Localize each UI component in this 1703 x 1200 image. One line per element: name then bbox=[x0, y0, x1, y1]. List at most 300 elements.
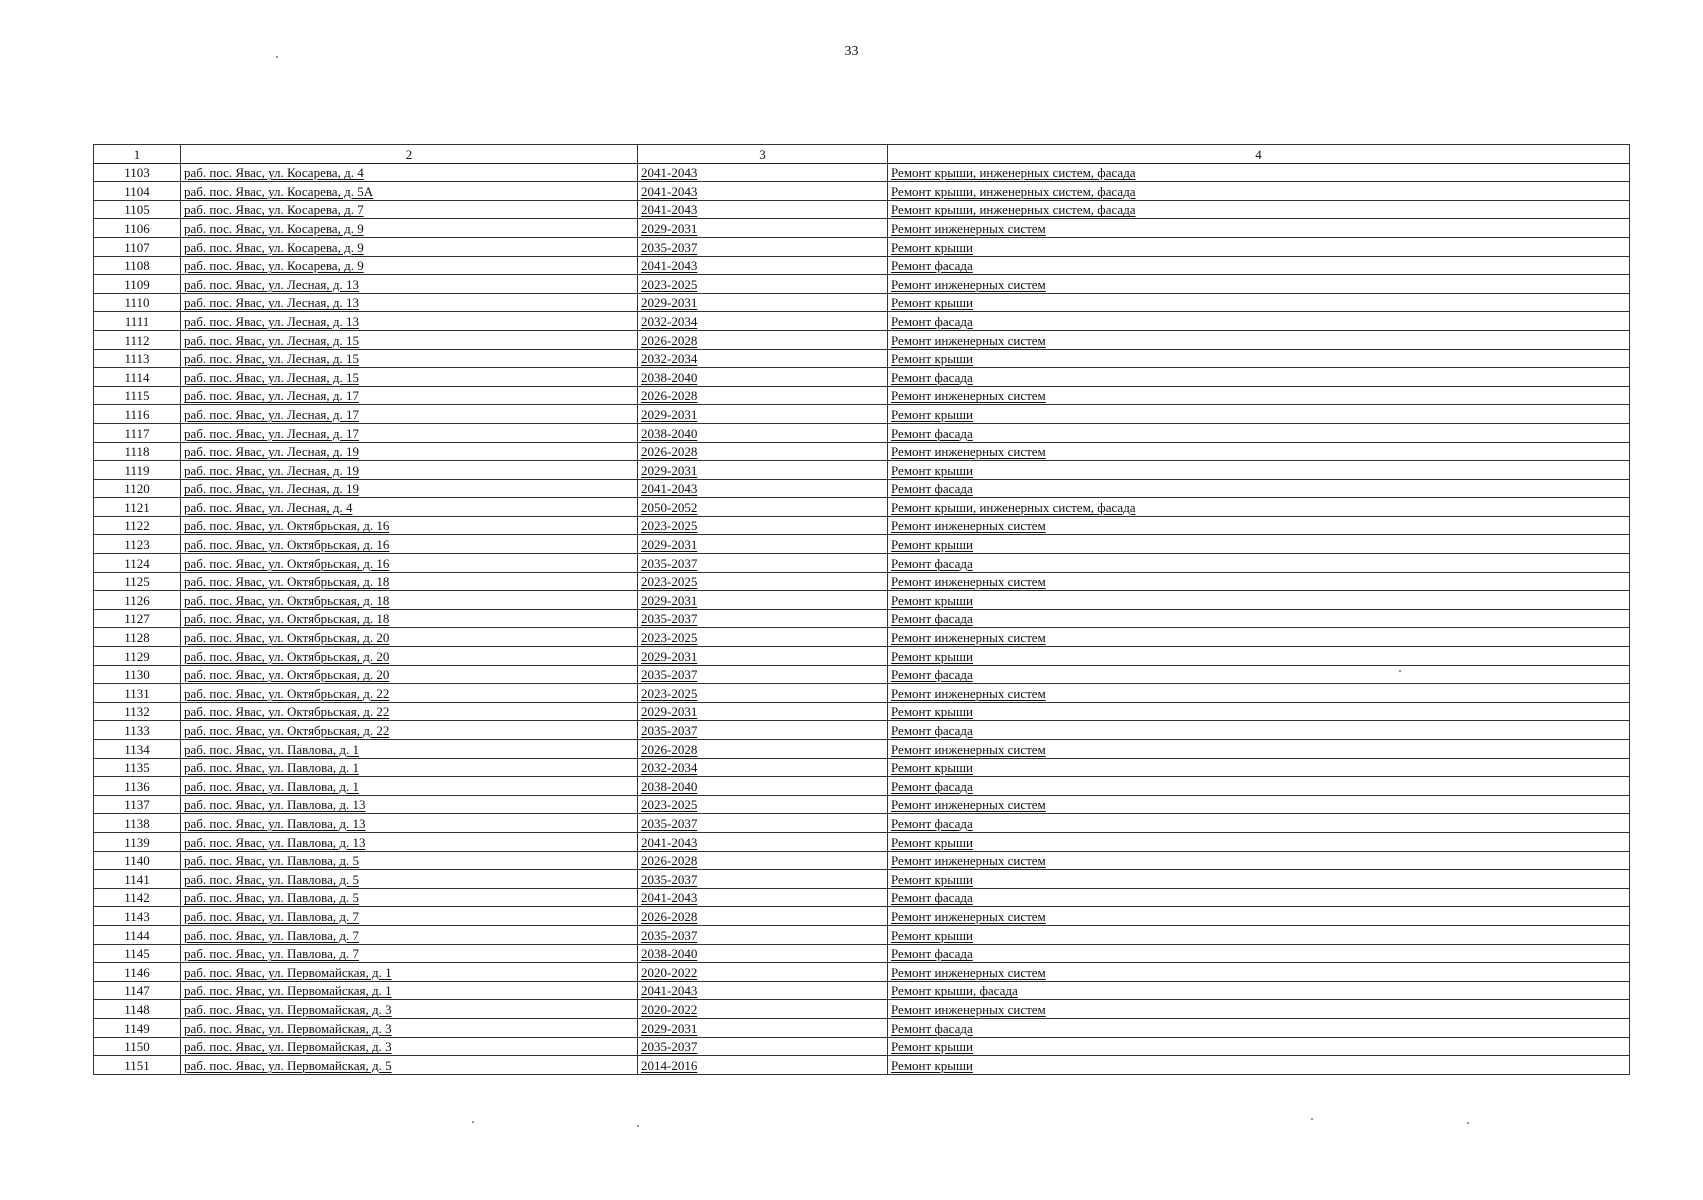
cell-period bbox=[638, 405, 888, 424]
table-row bbox=[94, 591, 1630, 610]
cell-address bbox=[181, 461, 638, 480]
cell-address bbox=[181, 275, 638, 294]
work-type-text: Ремонт крыши, инженерных систем, фасада bbox=[891, 183, 1136, 199]
column-header-1: 1 bbox=[94, 145, 181, 164]
work-type-text: Ремонт фасада bbox=[891, 723, 973, 738]
work-type-text: Ремонт инженерных систем bbox=[891, 518, 1046, 534]
cell-address bbox=[181, 721, 638, 740]
cell-row-number: 1113 bbox=[94, 349, 181, 368]
period-text: 2026-2028 bbox=[641, 332, 698, 348]
cell-address bbox=[181, 312, 638, 331]
work-type-text: Ремонт инженерных систем bbox=[891, 685, 1046, 701]
work-type-text: Ремонт инженерных систем bbox=[891, 630, 1046, 646]
cell-period bbox=[638, 200, 888, 219]
cell-period bbox=[638, 219, 888, 238]
period-text: 2035-2037 bbox=[641, 667, 698, 683]
cell-row-number: 1108 bbox=[94, 256, 181, 275]
address-text: раб. пос. Явас, ул. Лесная, д. 19 bbox=[184, 481, 359, 497]
cell-row-number: 1106 bbox=[94, 219, 181, 238]
cell-row-number: 1112 bbox=[94, 330, 181, 349]
work-type-text: Ремонт фасада bbox=[891, 555, 973, 571]
cell-address bbox=[181, 777, 638, 796]
period-text: 2026-2028 bbox=[641, 444, 698, 460]
cell-work-type bbox=[888, 832, 1630, 851]
cell-work-type bbox=[888, 944, 1630, 963]
cell-row-number: 1110 bbox=[94, 293, 181, 312]
table-row bbox=[94, 1037, 1630, 1056]
period-text: 2029-2031 bbox=[641, 704, 698, 720]
work-type-text: Ремонт фасада bbox=[891, 481, 973, 497]
address-text: раб. пос. Явас, ул. Первомайская, д. 3 bbox=[184, 1001, 392, 1017]
period-text: 2041-2043 bbox=[641, 165, 698, 181]
address-text: раб. пос. Явас, ул. Октябрьская, д. 20 bbox=[184, 630, 390, 646]
cell-row-number: 1107 bbox=[94, 237, 181, 256]
address-text: раб. пос. Явас, ул. Октябрьская, д. 22 bbox=[184, 685, 390, 701]
period-text: 2041-2043 bbox=[641, 834, 698, 850]
cell-work-type bbox=[888, 665, 1630, 684]
table-row bbox=[94, 535, 1630, 554]
table-header bbox=[94, 145, 1630, 164]
cell-period bbox=[638, 814, 888, 833]
cell-work-type bbox=[888, 647, 1630, 666]
cell-work-type bbox=[888, 516, 1630, 535]
work-type-text: Ремонт крыши bbox=[891, 760, 973, 776]
address-text: раб. пос. Явас, ул. Лесная, д. 19 bbox=[184, 444, 359, 460]
cell-period bbox=[638, 386, 888, 405]
cell-work-type bbox=[888, 981, 1630, 1000]
table-row bbox=[94, 256, 1630, 275]
table-row bbox=[94, 832, 1630, 851]
cell-work-type bbox=[888, 405, 1630, 424]
cell-period bbox=[638, 535, 888, 554]
work-type-text: Ремонт фасада bbox=[891, 611, 973, 627]
table-row bbox=[94, 981, 1630, 1000]
cell-row-number: 1145 bbox=[94, 944, 181, 963]
address-text: раб. пос. Явас, ул. Павлова, д. 13 bbox=[184, 797, 366, 813]
cell-period bbox=[638, 851, 888, 870]
cell-work-type bbox=[888, 1056, 1630, 1075]
cell-work-type bbox=[888, 888, 1630, 907]
address-text: раб. пос. Явас, ул. Павлова, д. 5 bbox=[184, 890, 359, 906]
work-type-text: Ремонт фасада bbox=[891, 890, 973, 906]
address-text: раб. пос. Явас, ул. Павлова, д. 5 bbox=[184, 871, 359, 887]
cell-work-type bbox=[888, 628, 1630, 647]
address-text: раб. пос. Явас, ул. Павлова, д. 1 bbox=[184, 778, 359, 794]
period-text: 2023-2025 bbox=[641, 797, 698, 813]
work-type-text: Ремонт крыши bbox=[891, 648, 973, 664]
cell-work-type bbox=[888, 330, 1630, 349]
address-text: раб. пос. Явас, ул. Косарева, д. 9 bbox=[184, 220, 364, 236]
cell-period bbox=[638, 981, 888, 1000]
cell-period bbox=[638, 721, 888, 740]
cell-address bbox=[181, 740, 638, 759]
cell-period bbox=[638, 256, 888, 275]
period-text: 2023-2025 bbox=[641, 630, 698, 646]
period-text: 2035-2037 bbox=[641, 815, 698, 831]
cell-address bbox=[181, 386, 638, 405]
cell-work-type bbox=[888, 907, 1630, 926]
cell-address bbox=[181, 944, 638, 963]
cell-address bbox=[181, 349, 638, 368]
cell-row-number: 1128 bbox=[94, 628, 181, 647]
cell-period bbox=[638, 442, 888, 461]
cell-work-type bbox=[888, 1018, 1630, 1037]
table-row bbox=[94, 1018, 1630, 1037]
cell-address bbox=[181, 665, 638, 684]
cell-period bbox=[638, 163, 888, 182]
cell-address bbox=[181, 237, 638, 256]
work-type-text: Ремонт фасада bbox=[891, 667, 973, 683]
cell-period bbox=[638, 758, 888, 777]
cell-row-number: 1129 bbox=[94, 647, 181, 666]
period-text: 2029-2031 bbox=[641, 537, 698, 553]
cell-row-number: 1116 bbox=[94, 405, 181, 424]
cell-period bbox=[638, 572, 888, 591]
cell-address bbox=[181, 479, 638, 498]
cell-address bbox=[181, 981, 638, 1000]
table-row bbox=[94, 368, 1630, 387]
address-text: раб. пос. Явас, ул. Октябрьская, д. 18 bbox=[184, 592, 390, 608]
period-text: 2038-2040 bbox=[641, 778, 698, 794]
cell-address bbox=[181, 907, 638, 926]
cell-row-number: 1121 bbox=[94, 498, 181, 517]
work-type-text: Ремонт крыши bbox=[891, 1057, 973, 1073]
table-row bbox=[94, 963, 1630, 982]
work-type-text: Ремонт фасада bbox=[891, 778, 973, 794]
cell-row-number: 1105 bbox=[94, 200, 181, 219]
cell-row-number: 1115 bbox=[94, 386, 181, 405]
cell-work-type bbox=[888, 591, 1630, 610]
column-header-3: 3 bbox=[638, 145, 888, 164]
cell-row-number: 1150 bbox=[94, 1037, 181, 1056]
scan-speck bbox=[1311, 1118, 1313, 1120]
cell-period bbox=[638, 944, 888, 963]
column-header-4: 4 bbox=[888, 145, 1630, 164]
page-number: 33 bbox=[844, 44, 859, 59]
work-type-text: Ремонт инженерных систем bbox=[891, 908, 1046, 924]
address-text: раб. пос. Явас, ул. Первомайская, д. 5 bbox=[184, 1057, 392, 1073]
cell-address bbox=[181, 1056, 638, 1075]
work-type-text: Ремонт крыши bbox=[891, 295, 973, 311]
period-text: 2038-2040 bbox=[641, 369, 698, 385]
cell-period bbox=[638, 702, 888, 721]
work-type-text: Ремонт крыши bbox=[891, 704, 973, 720]
work-type-text: Ремонт инженерных систем bbox=[891, 276, 1046, 292]
period-text: 2020-2022 bbox=[641, 1001, 698, 1017]
header-row bbox=[94, 145, 1630, 164]
cell-row-number: 1104 bbox=[94, 182, 181, 201]
table-row bbox=[94, 349, 1630, 368]
address-text: раб. пос. Явас, ул. Павлова, д. 1 bbox=[184, 760, 359, 776]
cell-period bbox=[638, 349, 888, 368]
period-text: 2035-2037 bbox=[641, 1039, 698, 1055]
work-type-text: Ремонт инженерных систем bbox=[891, 853, 1046, 869]
cell-address bbox=[181, 219, 638, 238]
cell-address bbox=[181, 182, 638, 201]
cell-work-type bbox=[888, 200, 1630, 219]
cell-work-type bbox=[888, 256, 1630, 275]
table-row bbox=[94, 609, 1630, 628]
table-row bbox=[94, 237, 1630, 256]
period-text: 2014-2016 bbox=[641, 1057, 698, 1073]
period-text: 2032-2034 bbox=[641, 760, 698, 776]
cell-address bbox=[181, 1000, 638, 1019]
period-text: 2038-2040 bbox=[641, 946, 698, 962]
address-text: раб. пос. Явас, ул. Лесная, д. 17 bbox=[184, 406, 359, 422]
cell-row-number: 1120 bbox=[94, 479, 181, 498]
cell-row-number: 1124 bbox=[94, 554, 181, 573]
period-text: 2020-2022 bbox=[641, 964, 698, 980]
cell-period bbox=[638, 740, 888, 759]
work-type-text: Ремонт крыши bbox=[891, 871, 973, 887]
work-type-text: Ремонт инженерных систем bbox=[891, 1001, 1046, 1017]
work-type-text: Ремонт крыши bbox=[891, 462, 973, 478]
work-type-text: Ремонт фасада bbox=[891, 258, 973, 274]
cell-row-number: 1151 bbox=[94, 1056, 181, 1075]
work-type-text: Ремонт крыши, фасада bbox=[891, 983, 1018, 999]
address-text: раб. пос. Явас, ул. Лесная, д. 13 bbox=[184, 276, 359, 292]
work-type-text: Ремонт крыши bbox=[891, 239, 973, 255]
cell-period bbox=[638, 237, 888, 256]
cell-row-number: 1143 bbox=[94, 907, 181, 926]
address-text: раб. пос. Явас, ул. Лесная, д. 4 bbox=[184, 499, 353, 515]
work-type-text: Ремонт крыши, инженерных систем, фасада bbox=[891, 165, 1136, 181]
address-text: раб. пос. Явас, ул. Лесная, д. 17 bbox=[184, 425, 359, 441]
period-text: 2041-2043 bbox=[641, 890, 698, 906]
cell-work-type bbox=[888, 740, 1630, 759]
work-type-text: Ремонт инженерных систем bbox=[891, 444, 1046, 460]
cell-address bbox=[181, 628, 638, 647]
table-row bbox=[94, 758, 1630, 777]
cell-period bbox=[638, 591, 888, 610]
address-text: раб. пос. Явас, ул. Лесная, д. 17 bbox=[184, 388, 359, 404]
table-body bbox=[94, 163, 1630, 1074]
cell-work-type bbox=[888, 312, 1630, 331]
period-text: 2023-2025 bbox=[641, 276, 698, 292]
work-type-text: Ремонт крыши bbox=[891, 592, 973, 608]
cell-work-type bbox=[888, 1037, 1630, 1056]
table-row bbox=[94, 182, 1630, 201]
period-text: 2026-2028 bbox=[641, 853, 698, 869]
table-row bbox=[94, 628, 1630, 647]
cell-period bbox=[638, 684, 888, 703]
table-row bbox=[94, 647, 1630, 666]
cell-address bbox=[181, 200, 638, 219]
cell-work-type bbox=[888, 684, 1630, 703]
table-row bbox=[94, 684, 1630, 703]
period-text: 2023-2025 bbox=[641, 574, 698, 590]
cell-address bbox=[181, 888, 638, 907]
cell-period bbox=[638, 1056, 888, 1075]
scan-speck bbox=[637, 1125, 639, 1127]
period-text: 2035-2037 bbox=[641, 723, 698, 738]
cell-work-type bbox=[888, 386, 1630, 405]
cell-row-number: 1132 bbox=[94, 702, 181, 721]
work-type-text: Ремонт инженерных систем bbox=[891, 964, 1046, 980]
period-text: 2029-2031 bbox=[641, 220, 698, 236]
address-text: раб. пос. Явас, ул. Первомайская, д. 1 bbox=[184, 983, 392, 999]
cell-row-number: 1136 bbox=[94, 777, 181, 796]
cell-row-number: 1138 bbox=[94, 814, 181, 833]
period-text: 2041-2043 bbox=[641, 183, 698, 199]
work-type-text: Ремонт инженерных систем bbox=[891, 332, 1046, 348]
cell-address bbox=[181, 405, 638, 424]
column-header-2: 2 bbox=[181, 145, 638, 164]
table-row bbox=[94, 461, 1630, 480]
cell-address bbox=[181, 1018, 638, 1037]
cell-address bbox=[181, 293, 638, 312]
cell-work-type bbox=[888, 925, 1630, 944]
address-text: раб. пос. Явас, ул. Октябрьская, д. 16 bbox=[184, 537, 390, 553]
cell-work-type bbox=[888, 1000, 1630, 1019]
period-text: 2029-2031 bbox=[641, 592, 698, 608]
cell-period bbox=[638, 498, 888, 517]
cell-row-number: 1140 bbox=[94, 851, 181, 870]
cell-row-number: 1122 bbox=[94, 516, 181, 535]
work-type-text: Ремонт инженерных систем bbox=[891, 388, 1046, 404]
cell-period bbox=[638, 479, 888, 498]
cell-address bbox=[181, 758, 638, 777]
period-text: 2026-2028 bbox=[641, 388, 698, 404]
table-row bbox=[94, 702, 1630, 721]
period-text: 2023-2025 bbox=[641, 518, 698, 534]
table-row bbox=[94, 386, 1630, 405]
table-row bbox=[94, 795, 1630, 814]
work-type-text: Ремонт крыши bbox=[891, 351, 973, 367]
cell-address bbox=[181, 647, 638, 666]
table-row bbox=[94, 777, 1630, 796]
address-text: раб. пос. Явас, ул. Лесная, д. 15 bbox=[184, 332, 359, 348]
work-type-text: Ремонт фасада bbox=[891, 425, 973, 441]
period-text: 2041-2043 bbox=[641, 258, 698, 274]
cell-work-type bbox=[888, 479, 1630, 498]
cell-address bbox=[181, 572, 638, 591]
cell-address bbox=[181, 609, 638, 628]
table-row bbox=[94, 405, 1630, 424]
cell-row-number: 1130 bbox=[94, 665, 181, 684]
cell-address bbox=[181, 963, 638, 982]
address-text: раб. пос. Явас, ул. Октябрьская, д. 16 bbox=[184, 518, 390, 534]
cell-work-type bbox=[888, 368, 1630, 387]
work-type-text: Ремонт инженерных систем bbox=[891, 220, 1046, 236]
address-text: раб. пос. Явас, ул. Лесная, д. 19 bbox=[184, 462, 359, 478]
cell-work-type bbox=[888, 702, 1630, 721]
cell-period bbox=[638, 777, 888, 796]
period-text: 2035-2037 bbox=[641, 871, 698, 887]
cell-period bbox=[638, 925, 888, 944]
table-row bbox=[94, 1000, 1630, 1019]
address-text: раб. пос. Явас, ул. Октябрьская, д. 20 bbox=[184, 648, 390, 664]
table-row bbox=[94, 423, 1630, 442]
table-row bbox=[94, 479, 1630, 498]
address-text: раб. пос. Явас, ул. Октябрьская, д. 18 bbox=[184, 574, 390, 590]
cell-row-number: 1117 bbox=[94, 423, 181, 442]
cell-work-type bbox=[888, 963, 1630, 982]
cell-address bbox=[181, 256, 638, 275]
address-text: раб. пос. Явас, ул. Октябрьская, д. 18 bbox=[184, 611, 390, 627]
address-text: раб. пос. Явас, ул. Косарева, д. 5А bbox=[184, 183, 374, 199]
cell-work-type bbox=[888, 572, 1630, 591]
work-type-text: Ремонт крыши bbox=[891, 927, 973, 943]
cell-row-number: 1114 bbox=[94, 368, 181, 387]
cell-address bbox=[181, 535, 638, 554]
period-text: 2032-2034 bbox=[641, 351, 698, 367]
cell-period bbox=[638, 423, 888, 442]
work-type-text: Ремонт инженерных систем bbox=[891, 797, 1046, 813]
cell-work-type bbox=[888, 721, 1630, 740]
work-type-text: Ремонт инженерных систем bbox=[891, 574, 1046, 590]
cell-work-type bbox=[888, 795, 1630, 814]
period-text: 2023-2025 bbox=[641, 685, 698, 701]
cell-address bbox=[181, 423, 638, 442]
cell-address bbox=[181, 442, 638, 461]
cell-period bbox=[638, 368, 888, 387]
cell-work-type bbox=[888, 275, 1630, 294]
address-text: раб. пос. Явас, ул. Павлова, д. 5 bbox=[184, 853, 359, 869]
period-text: 2032-2034 bbox=[641, 313, 698, 329]
cell-work-type bbox=[888, 182, 1630, 201]
address-text: раб. пос. Явас, ул. Павлова, д. 7 bbox=[184, 908, 359, 924]
scan-speck bbox=[1399, 670, 1401, 672]
cell-work-type bbox=[888, 609, 1630, 628]
table-row bbox=[94, 293, 1630, 312]
scan-speck bbox=[472, 1121, 474, 1123]
cell-work-type bbox=[888, 535, 1630, 554]
cell-row-number: 1141 bbox=[94, 870, 181, 889]
address-text: раб. пос. Явас, ул. Павлова, д. 7 bbox=[184, 946, 359, 962]
cell-row-number: 1133 bbox=[94, 721, 181, 740]
table-row bbox=[94, 665, 1630, 684]
cell-period bbox=[638, 312, 888, 331]
table-row bbox=[94, 275, 1630, 294]
table-row bbox=[94, 163, 1630, 182]
address-text: раб. пос. Явас, ул. Косарева, д. 7 bbox=[184, 202, 364, 218]
cell-work-type bbox=[888, 814, 1630, 833]
work-type-text: Ремонт фасада bbox=[891, 1020, 973, 1036]
cell-row-number: 1144 bbox=[94, 925, 181, 944]
scan-speck bbox=[1467, 1122, 1469, 1124]
period-text: 2035-2037 bbox=[641, 927, 698, 943]
cell-row-number: 1137 bbox=[94, 795, 181, 814]
cell-work-type bbox=[888, 461, 1630, 480]
cell-row-number: 1142 bbox=[94, 888, 181, 907]
period-text: 2029-2031 bbox=[641, 406, 698, 422]
address-text: раб. пос. Явас, ул. Октябрьская, д. 22 bbox=[184, 723, 390, 738]
table-row bbox=[94, 740, 1630, 759]
cell-row-number: 1131 bbox=[94, 684, 181, 703]
repair-schedule-table bbox=[93, 144, 1630, 1075]
work-type-text: Ремонт крыши, инженерных систем, фасада bbox=[891, 499, 1136, 515]
cell-work-type bbox=[888, 498, 1630, 517]
address-text: раб. пос. Явас, ул. Октябрьская, д. 20 bbox=[184, 667, 390, 683]
work-type-text: Ремонт крыши bbox=[891, 406, 973, 422]
cell-work-type bbox=[888, 554, 1630, 573]
cell-address bbox=[181, 368, 638, 387]
cell-period bbox=[638, 609, 888, 628]
period-text: 2029-2031 bbox=[641, 462, 698, 478]
address-text: раб. пос. Явас, ул. Лесная, д. 13 bbox=[184, 295, 359, 311]
cell-row-number: 1119 bbox=[94, 461, 181, 480]
cell-row-number: 1123 bbox=[94, 535, 181, 554]
address-text: раб. пос. Явас, ул. Косарева, д. 9 bbox=[184, 258, 364, 274]
address-text: раб. пос. Явас, ул. Октябрьская, д. 16 bbox=[184, 555, 390, 571]
cell-period bbox=[638, 888, 888, 907]
cell-address bbox=[181, 1037, 638, 1056]
cell-address bbox=[181, 832, 638, 851]
cell-period bbox=[638, 293, 888, 312]
address-text: раб. пос. Явас, ул. Первомайская, д. 3 bbox=[184, 1020, 392, 1036]
cell-address bbox=[181, 702, 638, 721]
